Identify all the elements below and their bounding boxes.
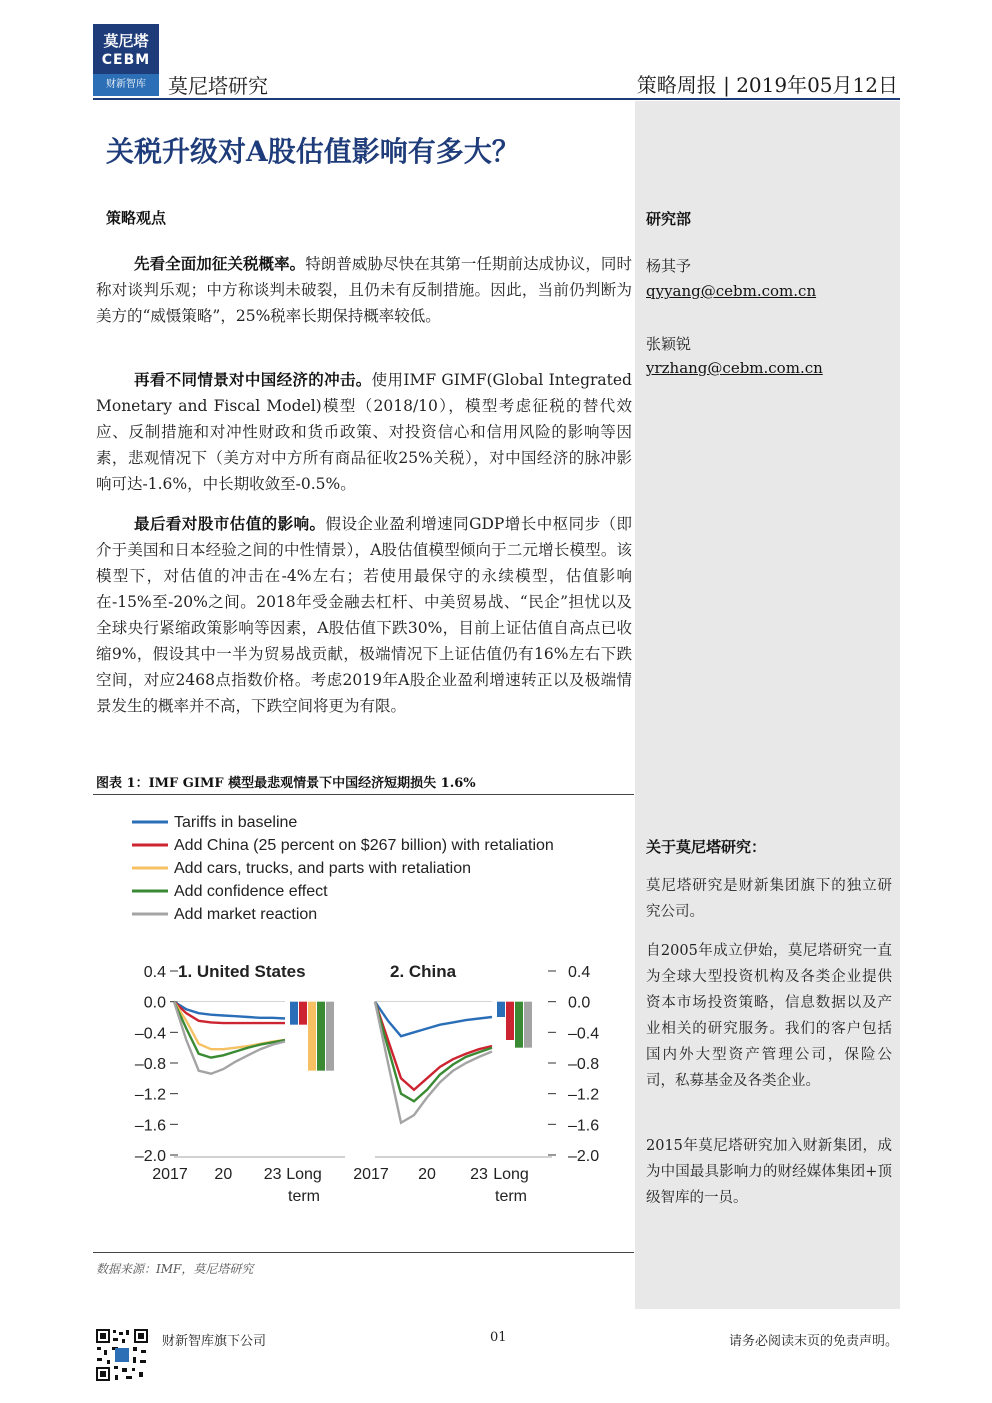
- y-tick-right-5: –1.6: [568, 1117, 600, 1135]
- y-tick-left-4: –1.2: [134, 1086, 166, 1104]
- long-term-bar-us-confidence: [317, 1002, 325, 1071]
- line-us-china: [174, 1002, 285, 1023]
- report-date: | 2019年05月12日: [723, 73, 898, 97]
- y-tick-right-6: –2.0: [568, 1148, 600, 1165]
- x-tick-us-2: 23: [263, 1166, 282, 1183]
- company-logo: [93, 24, 159, 96]
- long-term-bar-cn-market: [524, 1002, 532, 1048]
- paragraph-3: [96, 511, 632, 719]
- paragraph-3-lead: 最后看对股市估值的影响。: [134, 514, 326, 533]
- paragraph-2-body: 使用IMF GIMF(Global Integrated Monetary and Fiscal Model)模型（2018/10），模型考虑征税的替代效应、反制措施和对冲性财政和货币政策、对投资信心和信用风险的影响等因素，悲观情况下（美方对中方所有商品征收25%关税），对中国经济的脉冲影响可达-1.6%，中长期收敛至-0.5%。: [96, 371, 632, 493]
- long-term-bar-cn-china: [506, 1002, 514, 1040]
- y-tick-right-2: –0.4: [568, 1025, 600, 1043]
- page-number: 01: [490, 1330, 507, 1345]
- logo-cn-text: 莫尼塔: [103, 32, 149, 50]
- y-tick-left-3: –0.8: [134, 1056, 166, 1073]
- section-heading: 策略观点: [106, 209, 167, 227]
- x-tick-cn-0: 2017: [353, 1166, 389, 1183]
- analyst-name-2: 张颖锐: [646, 335, 692, 353]
- report-meta: [637, 69, 898, 98]
- long-term-bar-us-market: [326, 1002, 334, 1071]
- footer-company: 财新智库旗下公司: [162, 1334, 267, 1349]
- y-tick-right-0: 0.4: [568, 964, 591, 981]
- long-term-bar-cn-confidence: [515, 1002, 523, 1048]
- x-tick-us-0: 2017: [152, 1166, 188, 1183]
- paragraph-2-lead: 再看不同情景对中国经济的冲击。: [134, 370, 372, 389]
- paragraph-1-lead: 先看全面加征关税概率。: [134, 254, 306, 273]
- panel-title-cn: 2. China: [390, 962, 457, 981]
- figure-bottom-rule: [93, 1252, 634, 1253]
- gdp-impact-chart: [110, 805, 630, 1245]
- x-tick-us-4: term: [288, 1188, 320, 1205]
- x-tick-cn-3: Long: [493, 1166, 529, 1183]
- x-tick-cn-2: 23: [470, 1166, 488, 1183]
- figure-caption: 图表 1：IMF GIMF 模型最悲观情景下中国经济短期损失 1.6%: [96, 776, 476, 791]
- y-tick-left-1: 0.0: [143, 994, 166, 1012]
- long-term-bar-cn-tariffs: [497, 1002, 505, 1017]
- y-tick-right-4: –1.2: [568, 1086, 600, 1104]
- legend-label-confidence: Add confidence effect: [174, 883, 328, 900]
- header-divider: [93, 98, 900, 100]
- y-tick-left-0: 0.4: [143, 964, 166, 981]
- footer-disclaimer: 请务必阅读末页的免责声明。: [728, 1334, 898, 1349]
- about-para-2: 自2005年成立伊始，莫尼塔研究一直为全球大型投资机构及各类企业提供资本市场投资策略，信息数据以及产业相关的研究服务。我们的客户包括国内外大型资产管理公司，保险公司，私募基金及各类企业。: [646, 943, 892, 1089]
- about-heading: 关于莫尼塔研究：: [646, 838, 767, 856]
- page-title: 关税升级对A股估值影响有多大？: [106, 135, 520, 168]
- long-term-bar-us-china: [299, 1002, 307, 1025]
- x-tick-cn-1: 20: [418, 1166, 436, 1183]
- legend-label-cars: Add cars, trucks, and parts with retaliation: [174, 860, 472, 877]
- logo-sub-text: 财新智库: [93, 74, 159, 96]
- y-tick-left-5: –1.6: [134, 1117, 166, 1135]
- long-term-bar-us-cars: [308, 1002, 316, 1071]
- report-type: 策略周报: [636, 73, 717, 97]
- line-cn-china: [375, 1002, 492, 1090]
- y-tick-left-2: –0.4: [134, 1025, 166, 1043]
- brand-name: 莫尼塔研究: [168, 74, 268, 98]
- paragraph-2: [96, 367, 632, 497]
- figure-source: 数据来源：IMF，莫尼塔研究: [96, 1262, 254, 1276]
- paragraph-1: [96, 251, 632, 329]
- paragraph-3-body: 假设企业盈利增速同GDP增长中枢同步（即介于美国和日本经验之间的中性情景），A股估值模型倾向于二元增长模型。该模型下，对估值的冲击在-4%左右；若使用最保守的永续模型，估值影响在-15%至-20%之间。2018年受金融去杠杆、中美贸易战、“民企”担忧以及全球央行紧缩政策影响等因素，A股估值下跌30%，目前上证估值自高点已收缩9%，假设其中一半为贸易战贡献，极端情况下上证估值仍有16%左右下跌空间，对应2468点指数价格。考虑2019年A股企业盈利增速转正以及极端情景发生的概率并不高，下跌空间将更为有限。: [96, 515, 632, 715]
- x-tick-cn-4: term: [495, 1188, 527, 1205]
- line-cn-tariffs: [375, 1002, 492, 1036]
- y-tick-left-6: –2.0: [134, 1148, 166, 1165]
- about-para-3: 2015年莫尼塔研究加入财新集团，成为中国最具影响力的财经媒体集团+顶级智库的一员。: [646, 1138, 892, 1206]
- legend-label-market: Add market reaction: [174, 906, 318, 923]
- x-tick-us-1: 20: [214, 1166, 233, 1183]
- logo-en-text: CEBM: [101, 52, 151, 68]
- x-tick-us-3: Long: [286, 1166, 322, 1183]
- qr-code-icon: [95, 1328, 149, 1382]
- legend-label-china: Add China (25 percent on $267 billion) with retaliation: [174, 837, 554, 854]
- dept-heading: 研究部: [646, 210, 692, 228]
- analyst-email-1[interactable]: qyyang@cebm.com.cn: [646, 282, 817, 300]
- legend-label-tariffs: Tariffs in baseline: [174, 814, 298, 831]
- y-tick-right-3: –0.8: [568, 1056, 600, 1073]
- y-tick-right-1: 0.0: [568, 994, 591, 1012]
- paragraph-1-body: 特朗普威胁尽快在其第一任期前达成协议，同时称对谈判乐观；中方称谈判未破裂，且仍未有反制措施。因此，当前仍判断为美方的“威慑策略”，25%税率长期保持概率较低。: [96, 255, 632, 325]
- analyst-email-2[interactable]: yrzhang@cebm.com.cn: [646, 359, 823, 377]
- long-term-bar-us-tariffs: [290, 1002, 298, 1025]
- about-para-1: 莫尼塔研究是财新集团旗下的独立研究公司。: [646, 878, 892, 920]
- analyst-name-1: 杨其予: [646, 257, 692, 275]
- figure-top-rule: [93, 794, 634, 795]
- panel-title-us: 1. United States: [178, 962, 306, 981]
